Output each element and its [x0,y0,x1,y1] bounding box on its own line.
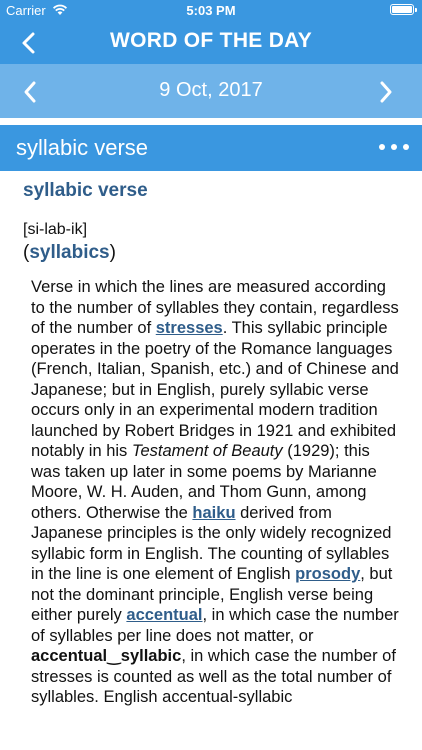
definition-segment: (1929); this was taken up later in some poems by Marianne Moore, W. H. Auden, and Thom Gunn, among others. Otherwise the [31,442,377,522]
link-accentual[interactable]: accentual [126,606,203,624]
pronunciation: [si-lab-ik] [23,221,88,238]
date-navigator [0,64,422,118]
variant-close-paren: ) [109,242,116,263]
more-horizontal-icon [376,139,412,155]
variant-form [23,242,413,264]
nav-bar [0,20,422,64]
definition-text [31,277,403,708]
next-day-button[interactable] [372,78,400,106]
definition-segment: , but not the dominant principle, English verse being either purely [31,565,393,624]
status-time: 5:03 PM [186,3,236,18]
headword: syllabic verse [23,180,148,201]
more-options-button[interactable] [376,139,412,155]
word-header [0,125,422,171]
link-stresses[interactable]: stresses [155,319,223,337]
definition-segment: Verse in which the lines are measured according to the number of syllables they contain, regardless of the number of [31,278,399,337]
work-title: Testament of Beauty [131,442,283,460]
chevron-right-icon [372,78,400,106]
current-date: 9 Oct, 2017 [159,79,263,101]
definition-segment: . This syllabic principle operates in the poetry of the Romance languages (French, Italian, Spanish, etc.) and of Chinese and Japanese; but in English, purely syllabic verse occurs only in an experimental modern tradition launched by Robert Bridges in 1921 and exhibited notably in his [31,319,399,460]
word-title: syllabic verse [16,135,149,160]
battery-icon [390,4,414,15]
status-bar [0,0,422,20]
term-accentual-syllabic: accentual‿syllabic [31,647,182,665]
variant-word: syllabics [29,242,110,263]
definition-segment: derived from Japanese principles is the only widely recognized syllabic form in English. The counting of syllables in the line is one element of English [31,503,392,583]
link-prosody[interactable]: prosody [295,565,361,583]
carrier-label: Carrier [6,3,46,18]
definition-segment: , in which case the number of syllables per line does not matter, or [31,606,399,645]
definition-segment: , in which case the number of stresses is counted as well as the total number of syllables. English accentual-syllabic [31,647,396,706]
dictionary-entry [23,180,413,264]
variant-open-paren: ( [23,242,30,263]
page-title: WORD OF THE DAY [109,29,313,52]
link-haiku[interactable]: haiku [192,503,236,522]
